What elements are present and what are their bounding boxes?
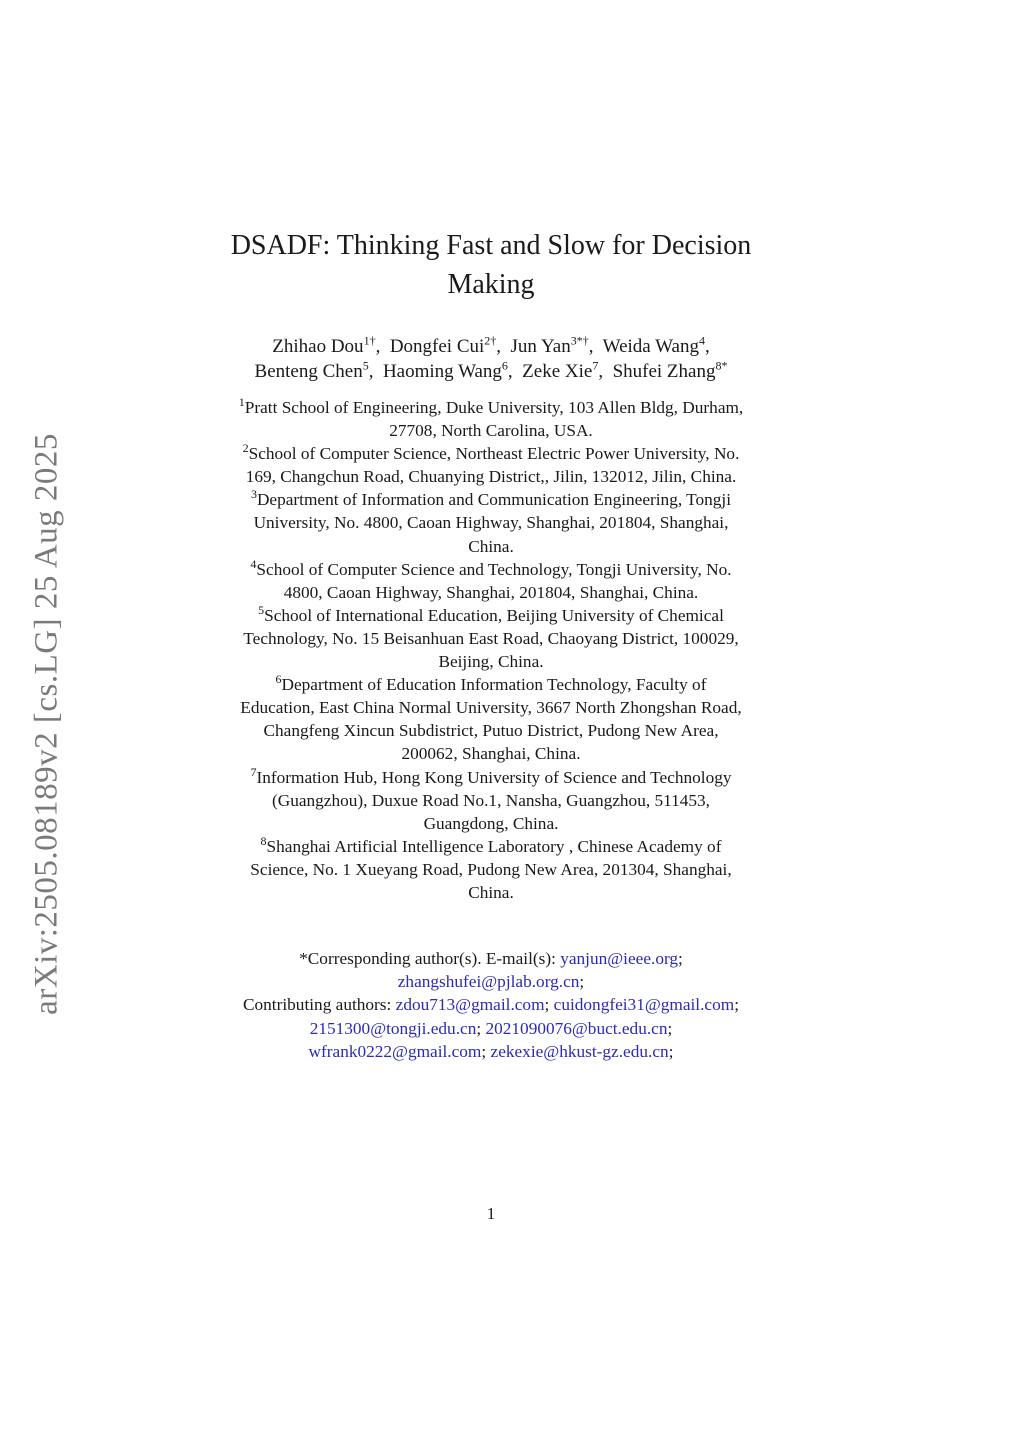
affiliation-list bbox=[176, 396, 806, 904]
affiliation-line bbox=[176, 558, 806, 581]
email-link[interactable]: zekexie@hkust-gz.edu.cn bbox=[490, 1041, 669, 1061]
affiliation-line: 169, Changchun Road, Chuanying District,, Jilin, 132012, Jilin, China. bbox=[245, 467, 737, 487]
separator: ; bbox=[667, 1018, 673, 1038]
affiliation-line bbox=[176, 442, 806, 465]
affiliation-text: Department of Information and Communication Engineering, Tongji bbox=[256, 490, 732, 510]
email-link[interactable]: yanjun@ieee.org bbox=[560, 949, 679, 968]
arxiv-identifier-stamp: arXiv:2505.08189v2 [cs.LG] 25 Aug 2025 bbox=[28, 433, 65, 1015]
affiliation-text: Pratt School of Engineering, Duke University, 103 Allen Bldg, Durham, bbox=[244, 398, 744, 417]
affiliation bbox=[176, 766, 806, 835]
affiliation-line bbox=[176, 604, 806, 627]
author-affiliation-mark: 3*† bbox=[570, 333, 589, 348]
affiliation-line: China. bbox=[468, 536, 514, 556]
affiliation-line bbox=[176, 766, 806, 789]
author-affiliation-mark: 2† bbox=[484, 333, 497, 348]
affiliation-line bbox=[176, 673, 806, 696]
affiliation-line: Technology, No. 15 Beisanhuan East Road, Chaoyang District, 100029, bbox=[243, 628, 739, 648]
contact-line bbox=[176, 1040, 806, 1063]
affiliation bbox=[176, 488, 806, 557]
author-list bbox=[151, 334, 831, 384]
contact-line bbox=[176, 947, 806, 970]
affiliation-text: School of International Education, Beijing University of Chemical bbox=[264, 605, 724, 625]
affiliation-number: 2 bbox=[242, 441, 249, 456]
affiliation-line: Guangdong, China. bbox=[423, 813, 559, 833]
email-link[interactable]: zdou713@gmail.com bbox=[395, 995, 545, 1015]
author-name: Benteng Chen bbox=[254, 361, 363, 382]
affiliation-line: Education, East China Normal University, 3667 North Zhongshan Road, bbox=[240, 698, 742, 718]
contact-line bbox=[176, 993, 806, 1016]
affiliation bbox=[176, 673, 806, 765]
affiliation-number: 3 bbox=[250, 487, 257, 502]
affiliation-number: 6 bbox=[275, 672, 282, 687]
affiliation-number: 7 bbox=[250, 764, 257, 779]
affiliation-number: 5 bbox=[258, 603, 265, 618]
affiliation-line: Beijing, China. bbox=[438, 652, 544, 672]
separator: ; bbox=[579, 972, 585, 992]
separator: ; bbox=[544, 995, 550, 1015]
affiliation-number: 4 bbox=[250, 556, 257, 571]
author bbox=[510, 333, 589, 357]
affiliation-line: 27708, North Carolina, USA. bbox=[389, 421, 593, 441]
author-affiliation-mark: 8* bbox=[715, 358, 728, 373]
page-number: 1 bbox=[486, 1204, 496, 1223]
email-link[interactable]: wfrank0222@gmail.com bbox=[308, 1041, 482, 1061]
email-link[interactable]: 2151300@tongji.edu.cn bbox=[309, 1018, 477, 1038]
affiliation-number: 8 bbox=[260, 834, 267, 849]
affiliation-line bbox=[176, 835, 806, 858]
affiliation-line: (Guangzhou), Duxue Road No.1, Nansha, Guangzhou, 511453, bbox=[271, 790, 711, 810]
affiliation bbox=[176, 442, 806, 488]
affiliation-text: Department of Education Information Technology, Faculty of bbox=[281, 675, 707, 695]
author-name: Zhihao Dou bbox=[272, 336, 364, 357]
author-line: Zhihao Dou$^{1\dagger}$, Dongfei Cui$^{2\dagger}$, Jun Yan$^{3*\dagger}$, Weida Wang$^4$, bbox=[272, 333, 710, 357]
author-affiliation-mark: 7 bbox=[592, 358, 599, 373]
contact-line bbox=[176, 970, 806, 993]
title-line: DSADF: Thinking Fast and Slow for Decision bbox=[230, 230, 752, 261]
author-affiliation-mark: 1† bbox=[363, 333, 376, 348]
author-name: Weida Wang bbox=[602, 336, 699, 357]
title-line: Making bbox=[447, 269, 535, 300]
separator: ; bbox=[476, 1018, 482, 1038]
author bbox=[254, 358, 369, 382]
affiliation bbox=[176, 835, 806, 904]
affiliation bbox=[176, 558, 806, 604]
affiliation-text: School of Computer Science and Technology, Tongji University, No. bbox=[256, 559, 732, 579]
affiliation bbox=[176, 396, 806, 442]
author-name: Haoming Wang bbox=[382, 361, 502, 382]
email-link[interactable]: zhangshufei@pjlab.org.cn bbox=[397, 972, 580, 992]
contact-block bbox=[176, 947, 806, 1063]
author-affiliation-mark: 5 bbox=[362, 358, 369, 373]
author bbox=[272, 333, 376, 357]
author-name: Shufei Zhang bbox=[612, 361, 716, 382]
author-line: Benteng Chen$^5$, Haoming Wang$^6$, Zeke Xie$^7$, Shufei Zhang$^{8*}$ bbox=[254, 358, 728, 382]
affiliation-text: Shanghai Artificial Intelligence Laboratory , Chinese Academy of bbox=[266, 836, 722, 856]
email-link[interactable]: cuidongfei31@gmail.com bbox=[553, 995, 735, 1015]
affiliation-line: University, No. 4800, Caoan Highway, Shanghai, 201804, Shanghai, bbox=[253, 513, 729, 533]
contributing-label: Contributing authors: bbox=[243, 995, 392, 1015]
affiliation-text: Information Hub, Hong Kong University of Science and Technology bbox=[256, 767, 732, 787]
author bbox=[602, 333, 705, 357]
author-affiliation-mark: 4 bbox=[698, 333, 705, 348]
paper-title bbox=[191, 226, 791, 304]
author bbox=[382, 358, 508, 382]
author bbox=[389, 333, 497, 357]
email-link[interactable]: 2021090076@buct.edu.cn bbox=[485, 1018, 668, 1038]
affiliation bbox=[176, 604, 806, 673]
affiliation-line: China. bbox=[468, 882, 514, 902]
author-name: Zeke Xie bbox=[522, 361, 593, 382]
affiliation-line: 4800, Caoan Highway, Shanghai, 201804, Shanghai, China. bbox=[283, 582, 699, 602]
author-name: Jun Yan bbox=[510, 336, 571, 357]
corresponding-label: *Corresponding author(s). E-mail(s): bbox=[299, 949, 556, 968]
separator: ; bbox=[668, 1041, 674, 1061]
affiliation-number: 1 bbox=[238, 395, 245, 410]
separator: ; bbox=[678, 949, 683, 968]
author-affiliation-mark: 6 bbox=[501, 358, 508, 373]
separator: ; bbox=[481, 1041, 487, 1061]
affiliation-line: Science, No. 1 Xueyang Road, Pudong New Area, 201304, Shanghai, bbox=[250, 859, 732, 879]
author bbox=[522, 358, 599, 382]
affiliation-line: Changfeng Xincun Subdistrict, Putuo District, Pudong New Area, bbox=[263, 721, 719, 741]
author bbox=[612, 358, 728, 382]
contact-line bbox=[176, 1017, 806, 1040]
affiliation-line bbox=[176, 488, 806, 511]
affiliation-line: 200062, Shanghai, China. bbox=[401, 744, 581, 764]
author-name: Dongfei Cui bbox=[389, 336, 485, 357]
affiliation-text: School of Computer Science, Northeast Electric Power University, No. bbox=[248, 444, 740, 464]
separator: ; bbox=[734, 995, 739, 1015]
affiliation-line bbox=[176, 396, 806, 419]
